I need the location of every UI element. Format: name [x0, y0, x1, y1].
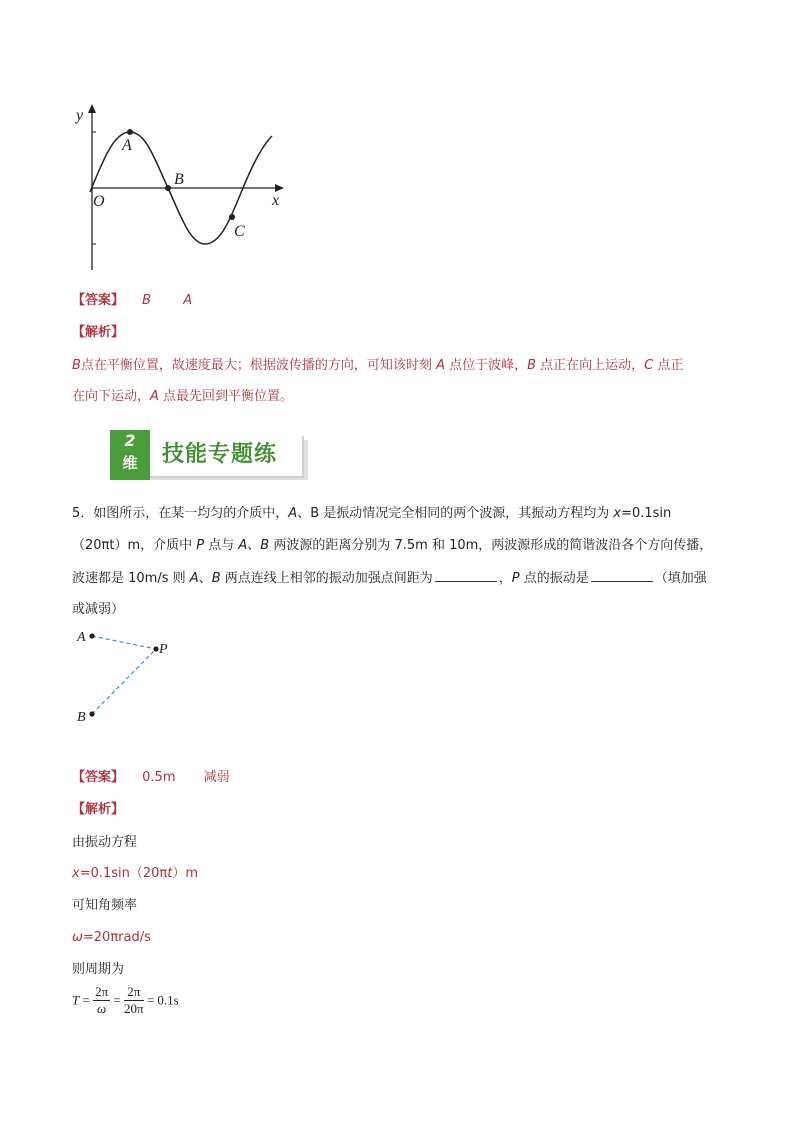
x-axis-arrow-icon	[275, 184, 284, 192]
banner-badge-char: 维	[122, 454, 138, 472]
line-a-p	[92, 636, 156, 649]
point-b-dot	[165, 185, 171, 191]
q4-answer-2: A	[183, 293, 193, 308]
eq3-result: = 0.1s	[146, 992, 179, 1008]
q5-step3: 则周期为	[72, 962, 125, 977]
q5-step2: 可知角频率	[72, 898, 138, 913]
y-axis-arrow-icon	[88, 104, 96, 113]
q5-answer-2: 减弱	[203, 770, 230, 785]
q5-line1: 5．如图所示，在某一均匀的介质中，A、B 是振动情况完全相同的两个波源，其振动方程均为 x=0.1sin	[72, 506, 672, 521]
q5-answer-row	[72, 768, 230, 788]
q5-eq2: ω=20πrad/s	[72, 930, 151, 945]
q4-answer-label: 【答案】	[72, 293, 125, 308]
point-p-label: P	[159, 642, 168, 657]
eq3-lhs: T	[72, 992, 80, 1008]
eq3-frac2: $\frac{2\pi}{20\pi}$	[124, 984, 144, 1016]
q5-line4: 或减弱）	[72, 602, 125, 617]
point-p-dot	[153, 646, 158, 651]
q4-answer-row	[72, 291, 192, 311]
q5-eq1: x=0.1sin（20πt）m	[72, 866, 199, 881]
q5-line3-b: ，P 点的振动是	[498, 571, 589, 586]
point-c-dot	[229, 214, 235, 220]
q4-analysis-line1: B点在平衡位置，故速度最大；根据波传播的方向，可知该时刻 A 点位于波峰，B 点正在向上运动，C 点正	[72, 358, 684, 373]
source-a-label: A	[77, 630, 86, 645]
q5-step1: 由振动方程	[72, 835, 138, 850]
banner-title: 技能专题练	[162, 442, 278, 467]
q5-answer-label: 【答案】	[72, 770, 125, 785]
q5-answer-1: 0.5m	[142, 770, 176, 785]
q5-blank-1[interactable]	[435, 568, 497, 582]
q5-line3	[72, 568, 707, 589]
q5-blank-2[interactable]	[591, 568, 653, 582]
q5-line3-a: 波速都是 10m/s 则 A、B 两点连线上相邻的振动加强点间距为	[72, 571, 433, 586]
banner-badge	[110, 430, 150, 480]
origin-label: O	[93, 193, 105, 210]
point-a-dot	[127, 129, 133, 135]
point-c-label: C	[234, 223, 245, 240]
eq3-frac1: $\frac{2\pi}{\omega}$	[95, 984, 109, 1016]
line-b-p	[92, 649, 156, 714]
y-axis-label: y	[76, 107, 84, 124]
q5-line3-c: （填加强	[654, 571, 707, 586]
banner-badge-num: 2	[124, 431, 136, 450]
q4-analysis-label: 【解析】	[72, 325, 125, 340]
section-banner	[110, 430, 310, 482]
point-a-label: A	[122, 137, 132, 154]
wave-figure	[60, 100, 300, 280]
source-b-label: B	[77, 710, 86, 725]
q5-line2: （20πt）m，介质中 P 点与 A、B 两波源的距离分别为 7.5m 和 10m，两波源形成的简谐波沿各个方向传播，	[72, 538, 713, 553]
q5-eq3: T = $\frac{2\pi}{\omega}$ = $\frac{2\pi}{20\pi}$ = 0.1s	[72, 984, 179, 1016]
q4-answer-1: B	[142, 293, 152, 308]
point-b-label: B	[174, 171, 184, 188]
q5-analysis-label: 【解析】	[72, 802, 125, 817]
source-b-dot	[89, 711, 94, 716]
q5-figure	[70, 622, 190, 732]
q4-analysis-line2: 在向下运动，A 点最先回到平衡位置。	[72, 389, 294, 404]
source-a-dot	[89, 633, 94, 638]
x-axis-label: x	[272, 192, 280, 209]
